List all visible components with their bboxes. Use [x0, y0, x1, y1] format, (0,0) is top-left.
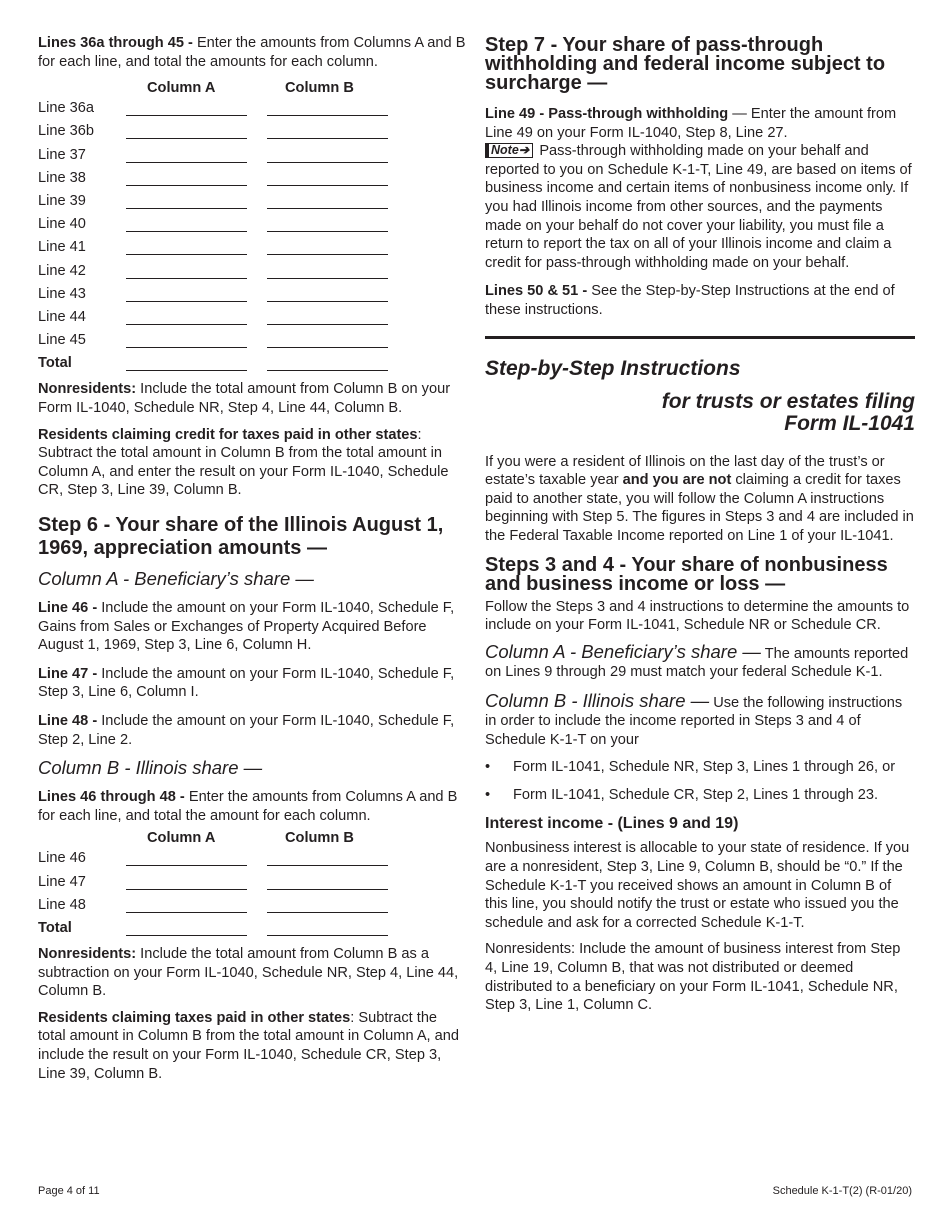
column-a-entry-field[interactable]	[126, 162, 247, 163]
column-b-entry-field[interactable]	[267, 935, 388, 936]
column-b-entry-field[interactable]	[267, 889, 388, 890]
row-label: Line 44	[38, 308, 86, 325]
row-label: Line 47	[38, 873, 86, 890]
column-a-entry-field[interactable]	[126, 301, 247, 302]
row-label: Line 43	[38, 285, 86, 302]
table2-lines-46-48	[38, 849, 468, 942]
line49-instruction: Line 49 - Pass-through withholding — Enter the amount from Line 49 on your Form IL-1040, Step 8, Line 27.	[485, 106, 897, 141]
table-row	[38, 896, 468, 919]
table-row	[38, 262, 468, 285]
column-a-header-2: Column A	[147, 830, 216, 847]
line47-instruction: Line 47 - Include the amount on your Form IL-1040, Schedule F, Step 3, Line 6, Column I.	[38, 665, 455, 701]
line48-instruction: Line 48 - Include the amount on your Form IL-1040, Schedule F, Step 2, Line 2.	[38, 712, 455, 748]
column-a-instruction: Column A - Beneficiary’s share — The amounts reported on Lines 9 through 29 must match your federal Schedule K-1.	[485, 640, 909, 681]
intro-lines-36-45: Lines 36a through 45 - Enter the amounts from Columns A and B for each line, and total the amounts for each column.	[38, 35, 466, 70]
table-row	[38, 873, 468, 896]
table-row	[38, 919, 468, 942]
column-a-entry-field[interactable]	[126, 347, 247, 348]
column-a-entry-field[interactable]	[126, 370, 247, 371]
column-b-instruction: Column B - Illinois share — Use the following instructions in order to include the income reported in Steps 3 and 4 of Schedule K-1-T on your	[485, 689, 903, 749]
row-label: Line 46	[38, 850, 86, 867]
form-identifier: Schedule K-1-T(2) (R-01/20)	[772, 1185, 912, 1197]
column-a-entry-field[interactable]	[126, 278, 247, 279]
table-row	[38, 238, 468, 261]
steps34-heading: Steps 3 and 4 - Your share of nonbusiness and business income or loss —	[485, 553, 888, 595]
column-b-illinois-heading: Column B - Illinois share —	[38, 757, 263, 779]
table-row	[38, 285, 468, 308]
resident-instruction: If you were a resident of Illinois on the last day of the trust’s or estate’s taxable year and you are not claiming a credit for taxes paid to another state, you will follow the Column A instructions beginning with Step 5. The figures in Steps 3 and 4 are included in the Federal Taxable Income reported on Line 1 of your IL-1041.	[485, 453, 914, 544]
nonresidents-note-2: Nonresidents: Include the total amount from Column B as a subtraction on your Form IL-1040, Schedule NR, Step 4, Line 44, Column B.	[38, 946, 459, 1000]
table-row	[38, 99, 468, 122]
list-item: • Form IL-1041, Schedule CR, Step 2, Lines 1 through 23.	[485, 786, 915, 805]
form-bullet-list	[485, 758, 915, 805]
table2-header	[38, 829, 468, 849]
row-label: Line 45	[38, 332, 86, 349]
interest-income-heading: Interest income - (Lines 9 and 19)	[485, 814, 739, 832]
column-b-entry-field[interactable]	[267, 162, 388, 163]
column-a-entry-field[interactable]	[126, 324, 247, 325]
column-a-entry-field[interactable]	[126, 889, 247, 890]
table1-lines-36-45	[38, 99, 468, 377]
steps34-instruction: Follow the Steps 3 and 4 instructions to determine the amounts to include on your Form IL-1041, Schedule NR or Schedule CR.	[485, 598, 910, 634]
row-label: Line 37	[38, 146, 86, 163]
step6-heading: Step 6 - Your share of the Illinois August 1, 1969, appreciation amounts —	[38, 514, 444, 559]
row-label: Line 36b	[38, 123, 94, 140]
table-row	[38, 146, 468, 169]
row-label: Line 39	[38, 192, 86, 209]
row-label: Line 48	[38, 896, 86, 913]
row-label: Line 41	[38, 239, 86, 256]
column-b-entry-field[interactable]	[267, 231, 388, 232]
row-label: Line 38	[38, 169, 86, 186]
column-b-header: Column B	[285, 80, 354, 97]
column-a-entry-field[interactable]	[126, 185, 247, 186]
column-a-entry-field[interactable]	[126, 254, 247, 255]
note-paragraph: Note➔ Pass-through withholding made on your behalf and reported to you on Schedule K-1-T, Line 49, are based on items of business income and certain items of nonbusiness income only. If you had Illinois income from other sources, and the payments made on your behalf do not cover your liability, you must file a return to report the tax on all of your Illinois income and claim a credit for pass-through withholding made on your behalf.	[485, 143, 912, 271]
column-b-entry-field[interactable]	[267, 370, 388, 371]
column-b-entry-field[interactable]	[267, 324, 388, 325]
column-a-entry-field[interactable]	[126, 138, 247, 139]
left-column	[38, 34, 468, 1091]
lines5051-instruction: Lines 50 & 51 - See the Step-by-Step Instructions at the end of these instructions.	[485, 283, 895, 318]
intro-lines-46-48: Lines 46 through 48 - Enter the amounts from Columns A and B for each line, and total the amount for each column.	[38, 789, 458, 824]
table-row	[38, 192, 468, 215]
residents-claiming-note-2: Residents claiming taxes paid in other states: Subtract the total amount in Column B from the total amount in Column A, and include the result on your Form IL-1040, Schedule CR, Step 3, Line 39, Column B.	[38, 1009, 460, 1082]
column-b-entry-field[interactable]	[267, 347, 388, 348]
step-by-step-title: Step-by-Step Instructions	[485, 356, 741, 380]
row-label: Total	[38, 355, 72, 372]
column-a-beneficiary-heading: Column A - Beneficiary’s share —	[38, 568, 314, 589]
column-a-entry-field[interactable]	[126, 231, 247, 232]
column-b-entry-field[interactable]	[267, 115, 388, 116]
table-row	[38, 354, 468, 377]
column-a-entry-field[interactable]	[126, 115, 247, 116]
table-row	[38, 122, 468, 145]
table-row	[38, 849, 468, 872]
table-row	[38, 308, 468, 331]
line46-instruction: Line 46 - Include the amount on your Form IL-1040, Schedule F, Gains from Sales or Exchanges of Property Acquired Before August 1, 1969, Step 3, Line 6, Column H.	[38, 600, 455, 654]
table-row	[38, 331, 468, 354]
residents-claiming-note-1: Residents claiming credit for taxes paid in other states: Subtract the total amount in Column B from the total amount in Column A, and enter the result on your Form IL-1040, Schedule CR, Step 3, Line 39, Column B.	[38, 426, 449, 499]
column-b-entry-field[interactable]	[267, 912, 388, 913]
column-a-header: Column A	[147, 80, 216, 97]
right-column	[485, 34, 915, 1023]
table-row	[38, 169, 468, 192]
row-label: Line 42	[38, 262, 86, 279]
list-item: • Form IL-1041, Schedule NR, Step 3, Lines 1 through 26, or	[485, 758, 915, 777]
table-row	[38, 215, 468, 238]
column-b-entry-field[interactable]	[267, 865, 388, 866]
column-a-entry-field[interactable]	[126, 935, 247, 936]
step7-heading: Step 7 - Your share of pass-through withholding and federal income subject to surcharge —	[485, 34, 886, 94]
page-number: Page 4 of 11	[38, 1185, 100, 1197]
interest-income-text: Nonbusiness interest is allocable to your state of residence. If you are a nonresident, Step 3, Line 9, Column B, should be “0.” If the Schedule K-1-T you received shows an amount in Column B of this line, you should notify the trust or estate who issued you the schedule and ask for a corrected Schedule K-1-T.	[485, 840, 910, 931]
column-b-entry-field[interactable]	[267, 301, 388, 302]
column-b-entry-field[interactable]	[267, 138, 388, 139]
column-b-entry-field[interactable]	[267, 254, 388, 255]
step-by-step-subtitle: for trusts or estates filing Form IL-1041	[661, 389, 915, 435]
nonresidents-interest-text: Nonresidents: Include the amount of business interest from Step 4, Line 19, Column B, that was not distributed or deemed distributed to a beneficiary on your Form IL-1041, Schedule NR, Step 3, Line 1, Column C.	[485, 941, 901, 1014]
column-b-entry-field[interactable]	[267, 278, 388, 279]
section-divider	[485, 336, 915, 339]
row-label: Line 36a	[38, 100, 94, 117]
column-b-entry-field[interactable]	[267, 185, 388, 186]
nonresidents-note-1: Nonresidents: Include the total amount from Column B on your Form IL-1040, Schedule NR, Step 4, Line 44, Column B.	[38, 381, 451, 417]
column-a-entry-field[interactable]	[126, 208, 247, 209]
column-a-entry-field[interactable]	[126, 912, 247, 913]
row-label: Total	[38, 919, 72, 936]
column-b-entry-field[interactable]	[267, 208, 388, 209]
row-label: Line 40	[38, 216, 86, 233]
note-icon: Note➔	[485, 143, 533, 158]
column-b-header-2: Column B	[285, 830, 354, 847]
table1-header	[38, 79, 468, 99]
column-a-entry-field[interactable]	[126, 865, 247, 866]
